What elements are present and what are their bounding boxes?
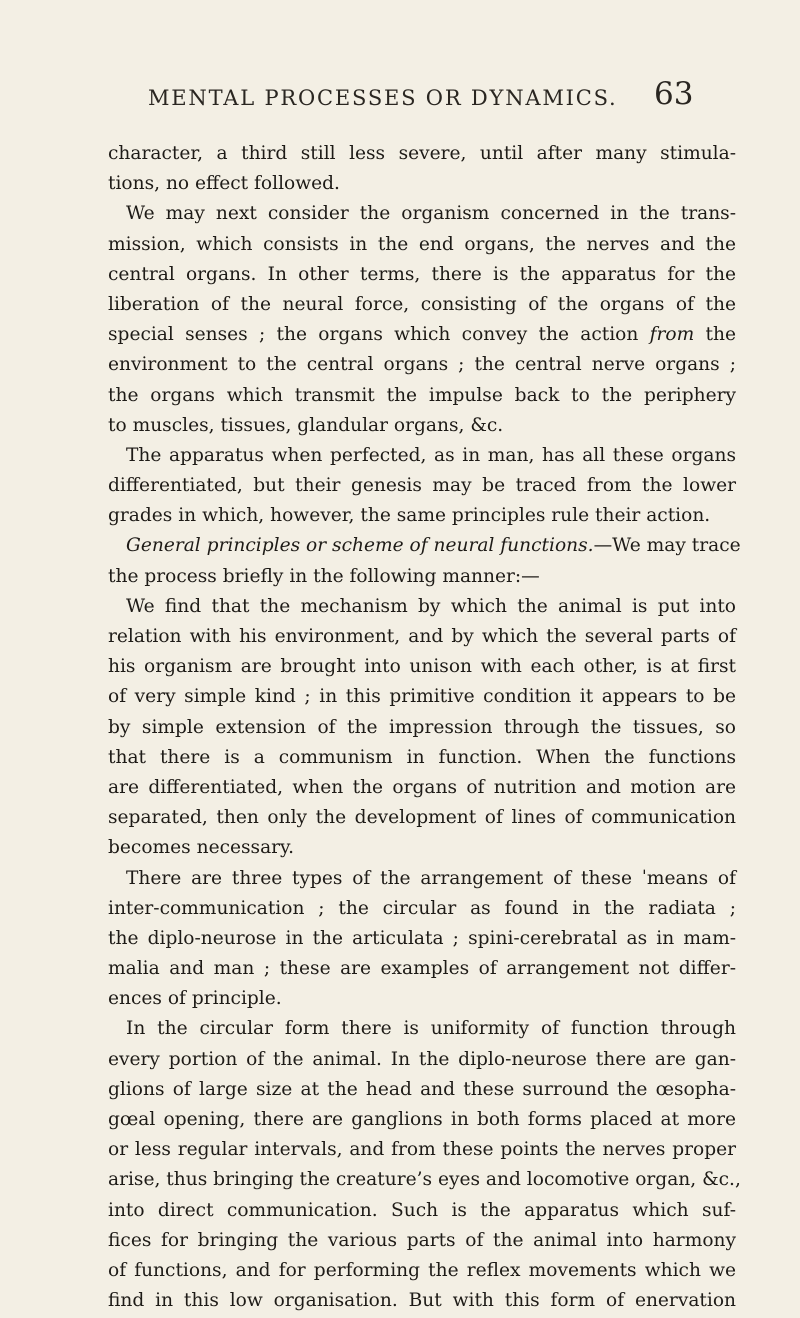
text-line: or less regular intervals, and from these points the nerves proper bbox=[108, 1139, 736, 1161]
body-text bbox=[108, 139, 741, 1316]
text-line: his organism are brought into unison with each other, is at first bbox=[108, 656, 736, 678]
text-line: find in this low organisation. But with this form of enervation bbox=[108, 1290, 736, 1312]
text-line: gœal opening, there are ganglions in both forms placed at more bbox=[108, 1109, 736, 1130]
text-line: arise, thus bringing the creature’s eyes and locomotive organ, &c., bbox=[108, 1169, 741, 1191]
text-line: of functions, and for performing the reflex movements which we bbox=[108, 1259, 736, 1281]
text-line: malia and man ; these are examples of arrangement not differ- bbox=[108, 958, 736, 980]
text-line: character, a third still less severe, until after many stimula- bbox=[108, 143, 736, 164]
text-line: environment to the central organs ; the central nerve organs ; bbox=[108, 354, 736, 376]
text-line-part: —We may trace bbox=[593, 535, 741, 557]
text-line: glions of large size at the head and these surround the œsopha- bbox=[108, 1078, 736, 1100]
text-line: the organs which transmit the impulse back to the periphery bbox=[108, 384, 736, 406]
text-line: central organs. In other terms, there is the apparatus for the bbox=[108, 263, 736, 285]
text-line: liberation of the neural force, consisting of the organs of the bbox=[108, 293, 736, 315]
text-line: are differentiated, when the organs of nutrition and motion are bbox=[108, 776, 736, 798]
text-line: becomes necessary. bbox=[108, 837, 295, 859]
text-line: grades in which, however, the same principles rule their action. bbox=[108, 505, 711, 527]
text-line: ences of principle. bbox=[108, 988, 282, 1010]
page-number: 63 bbox=[654, 76, 694, 112]
text-line: separated, then only the development of lines of communication bbox=[108, 807, 736, 829]
text-line: We find that the mechanism by which the animal is put into bbox=[126, 595, 736, 617]
text-line: differentiated, but their genesis may be traced from the lower bbox=[108, 475, 736, 497]
text-line: the diplo-neurose in the articulata ; spini-cerebratal as in mam- bbox=[108, 927, 736, 949]
text-line: tions, no effect followed. bbox=[108, 173, 340, 195]
text-line: every portion of the animal. In the diplo-neurose there are gan- bbox=[108, 1048, 736, 1070]
text-line: that there is a communism in function. When the functions bbox=[108, 746, 736, 768]
text-line-part: the bbox=[705, 324, 736, 346]
text-line: by simple extension of the impression through the tissues, so bbox=[108, 716, 736, 738]
italic-word: from bbox=[649, 324, 695, 346]
text-line-part: special senses ; the organs which convey the action bbox=[108, 324, 639, 346]
text-line: inter-communication ; the circular as found in the radiata ; bbox=[108, 897, 736, 919]
text-line: into direct communication. Such is the apparatus which suf- bbox=[108, 1199, 736, 1221]
section-heading: General principles or scheme of neural functions. bbox=[126, 535, 594, 557]
text-line: to muscles, tissues, glandular organs, &c. bbox=[108, 414, 504, 436]
section-heading-line bbox=[108, 531, 741, 561]
text-line: There are three types of the arrangement of these ˈmeans of bbox=[126, 867, 736, 889]
text-line: mission, which consists in the end organs, the nerves and the bbox=[108, 233, 736, 255]
text-line: fices for bringing the various parts of the animal into harmony bbox=[108, 1229, 736, 1251]
text-line: The apparatus when perfected, as in man, has all these organs bbox=[126, 444, 736, 466]
text-line: the process briefly in the following manner:— bbox=[108, 565, 540, 587]
text-line bbox=[108, 320, 736, 350]
text-line: relation with his environment, and by which the several parts of bbox=[108, 626, 736, 647]
running-title: MENTAL PROCESSES OR DYNAMICS. bbox=[148, 86, 618, 110]
text-line: of very simple kind ; in this primitive condition it appears to be bbox=[108, 686, 736, 708]
text-line: In the circular form there is uniformity of function through bbox=[126, 1018, 736, 1040]
text-line: We may next consider the organism concerned in the trans- bbox=[126, 203, 736, 225]
running-head bbox=[108, 76, 708, 116]
